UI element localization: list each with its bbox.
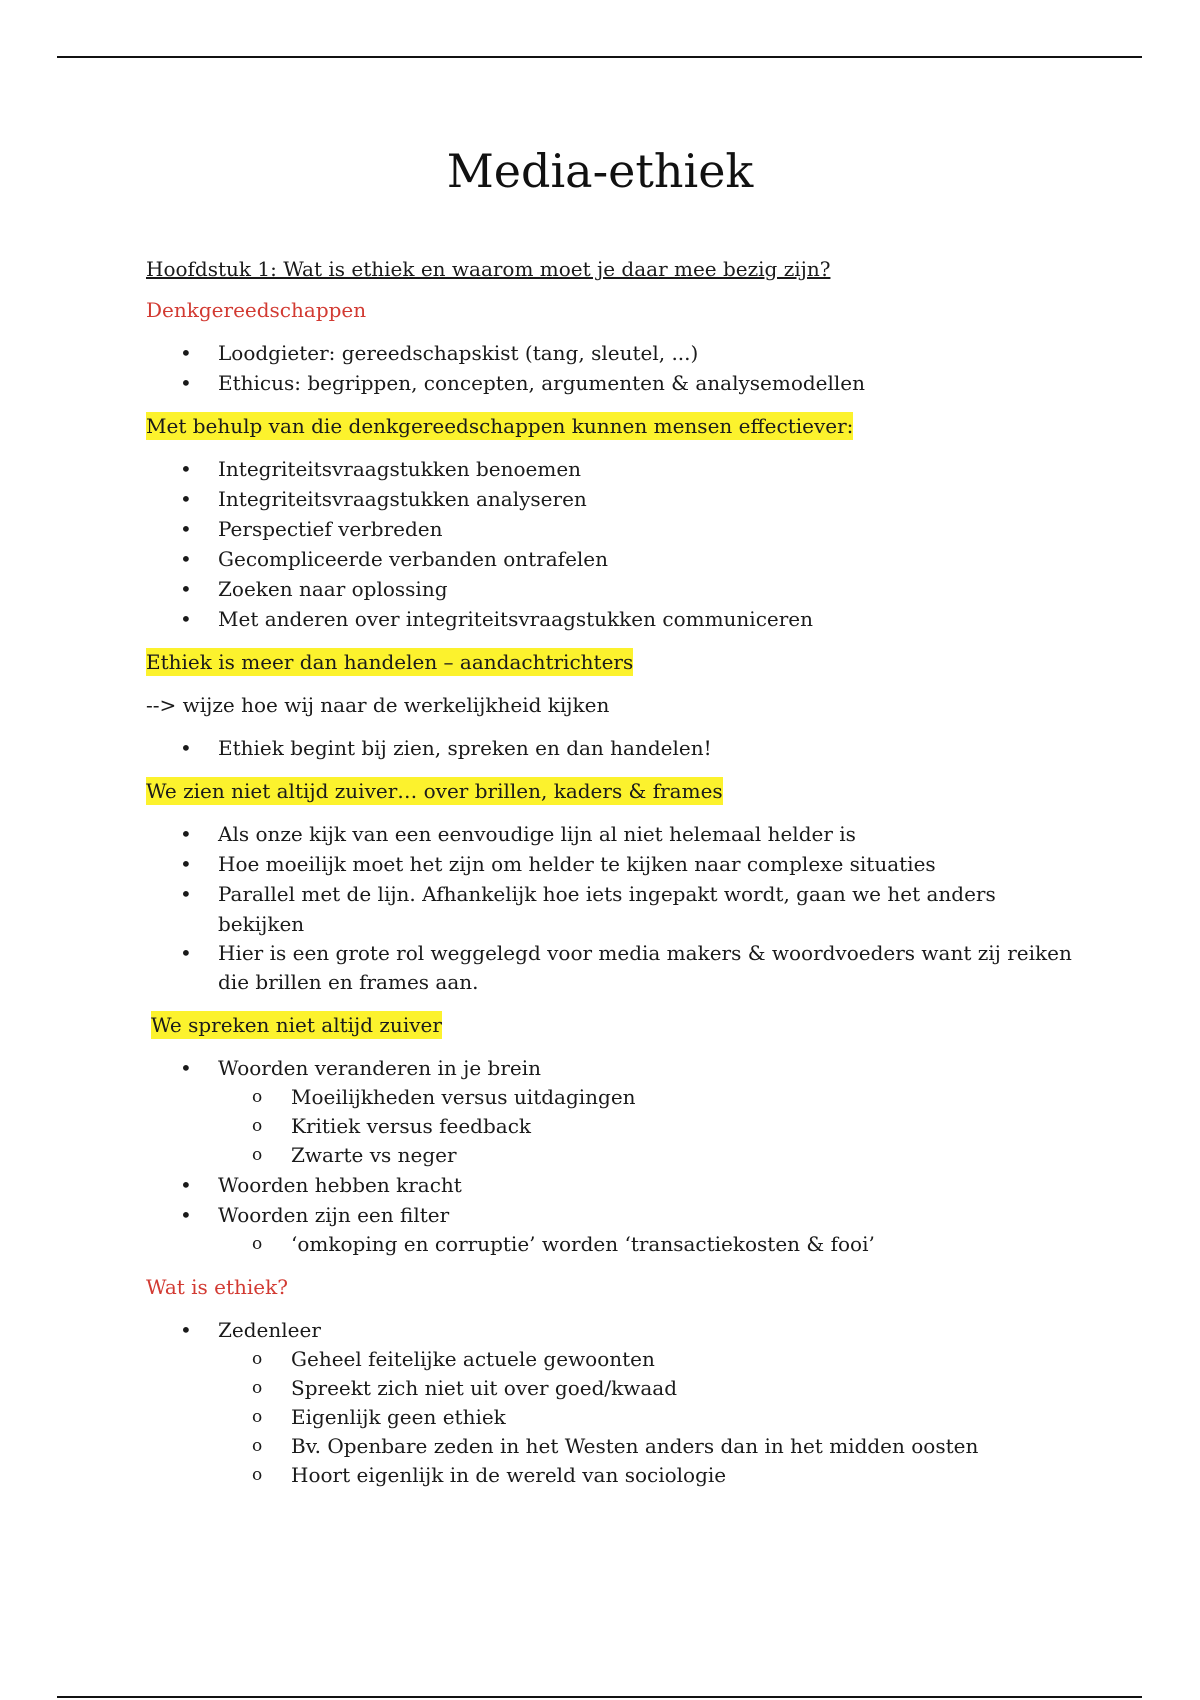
highlighted-text: Ethiek is meer dan handelen – aandachtrichters (146, 650, 634, 674)
list-item (146, 1200, 1076, 1259)
bullet-list-meer-dan-handelen (146, 733, 1076, 763)
list-item-text: Woorden veranderen in je brein (218, 1056, 541, 1080)
list-item (146, 1170, 1076, 1200)
list-item: • Ethicus: begrippen, concepten, argumenten & analysemodellen (146, 368, 1076, 398)
list-item: • Zoeken naar oplossing (146, 574, 1076, 604)
list-item (146, 1315, 1076, 1490)
sub-list (218, 1083, 1076, 1170)
section-heading-denkgereedschappen: Denkgereedschappen (146, 298, 367, 322)
highlight-heading-meer-dan-handelen (146, 647, 1076, 677)
bullet-list-niet-zuiver-zien (146, 819, 1076, 997)
highlighted-text: Met behulp van die denkgereedschappen kunnen mensen effectiever: (146, 414, 854, 438)
highlighted-text: We zien niet altijd zuiver… over brillen, kaders & frames (146, 779, 723, 803)
sub-list-item: o Zwarte vs neger (218, 1141, 1076, 1170)
list-item: • Ethiek begint bij zien, spreken en dan handelen! (146, 733, 1076, 763)
document-body (146, 254, 1076, 1503)
list-item: • Loodgieter: gereedschapskist (tang, sleutel, ...) (146, 338, 1076, 368)
bottom-rule (57, 1696, 1142, 1698)
top-rule (57, 56, 1142, 58)
highlighted-text: We spreken niet altijd zuiver (151, 1013, 442, 1037)
bullet-list-denkgereedschappen (146, 338, 1076, 398)
sub-list (218, 1345, 1076, 1490)
list-item-text: Woorden zijn een filter (218, 1203, 450, 1227)
section-heading-wat-is-ethiek: Wat is ethiek? (146, 1275, 288, 1299)
list-item: • Gecompliceerde verbanden ontrafelen (146, 544, 1076, 574)
list-item (146, 1053, 1076, 1170)
bullet-list-met-behulp (146, 454, 1076, 634)
list-item-text: Zedenleer (218, 1318, 321, 1342)
sub-list-item: o ‘omkoping en corruptie’ worden ‘transactiekosten & fooi’ (218, 1230, 1076, 1259)
sub-list-item: o Kritiek versus feedback (218, 1112, 1076, 1141)
highlight-heading-niet-zuiver-spreken (151, 1010, 1076, 1040)
sub-list-item: o Hoort eigenlijk in de wereld van sociologie (218, 1461, 1076, 1490)
bullet-list-wat-is-ethiek (146, 1315, 1076, 1490)
list-item: • Parallel met de lijn. Afhankelijk hoe iets ingepakt wordt, gaan we het anders bekijken (146, 879, 1076, 939)
sub-list-item: o Geheel feitelijke actuele gewoonten (218, 1345, 1076, 1374)
sub-list-item: o Bv. Openbare zeden in het Westen anders dan in het midden oosten (218, 1432, 1076, 1461)
sub-list (218, 1230, 1076, 1259)
highlight-heading-met-behulp (146, 411, 1076, 441)
highlight-heading-niet-zuiver-zien (146, 776, 1076, 806)
list-item: • Integriteitsvraagstukken benoemen (146, 454, 1076, 484)
chapter-heading: Hoofdstuk 1: Wat is ethiek en waarom moet je daar mee bezig zijn? (146, 257, 831, 281)
document-title: Media-ethiek (446, 144, 754, 198)
arrow-note: --> wijze hoe wij naar de werkelijkheid kijken (146, 693, 610, 717)
sub-list-item: o Eigenlijk geen ethiek (218, 1403, 1076, 1432)
sub-list-item: o Spreekt zich niet uit over goed/kwaad (218, 1374, 1076, 1403)
list-item: • Met anderen over integriteitsvraagstukken communiceren (146, 604, 1076, 634)
list-item: • Hier is een grote rol weggelegd voor media makers & woordvoeders want zij reiken die brillen en frames aan. (146, 939, 1076, 997)
list-item-text: Woorden hebben kracht (218, 1173, 462, 1197)
list-item: • Perspectief verbreden (146, 514, 1076, 544)
list-item: • Als onze kijk van een eenvoudige lijn al niet helemaal helder is (146, 819, 1076, 849)
bullet-list-niet-zuiver-spreken (146, 1053, 1076, 1259)
list-item: • Hoe moeilijk moet het zijn om helder te kijken naar complexe situaties (146, 849, 1076, 879)
sub-list-item: o Moeilijkheden versus uitdagingen (218, 1083, 1076, 1112)
list-item: • Integriteitsvraagstukken analyseren (146, 484, 1076, 514)
